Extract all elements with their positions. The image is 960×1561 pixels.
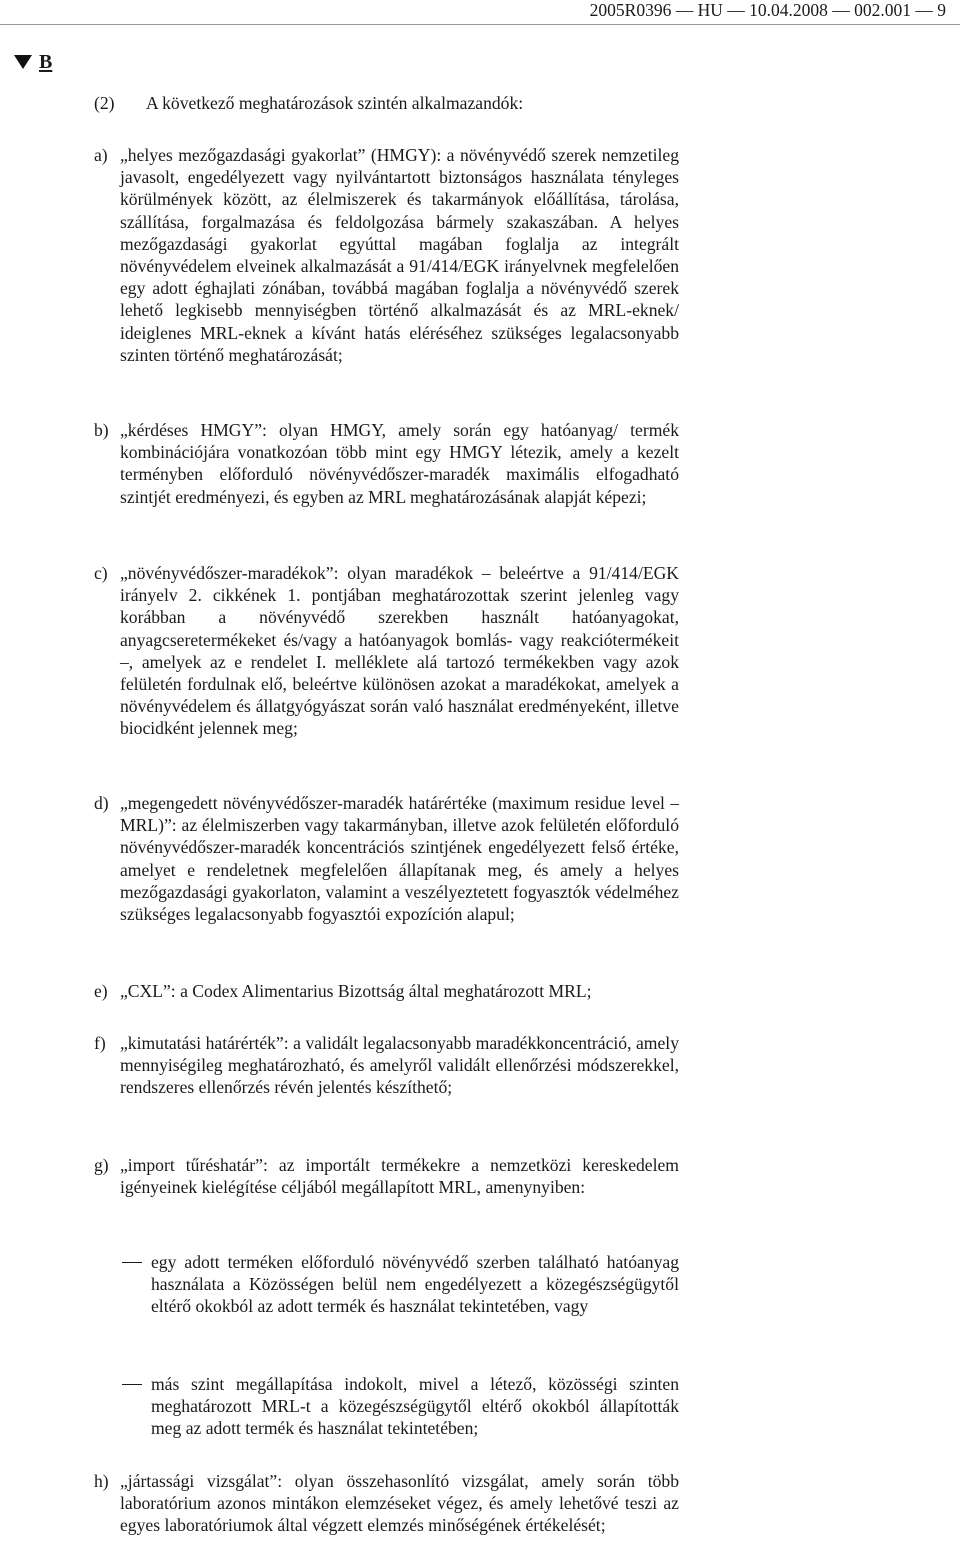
item-text: „kérdéses HMGY”: olyan HMGY, amely során egy hatóanyag/ termék kombinációjára vonatkozóan több mint egy HMGY létezik, amely a kezelt terményben előforduló növényvédőszer-maradék maximális elfogadható szintjét eredményezi, és egyben az MRL meghatározásának alapját képezi;	[120, 420, 679, 507]
item-label: h)	[94, 1471, 109, 1491]
definition-item-c	[94, 562, 679, 740]
item-label: b)	[94, 420, 109, 440]
definition-item-g	[94, 1154, 679, 1198]
definition-item-f	[94, 1032, 679, 1099]
marker-letter: B	[39, 51, 53, 73]
subitem-text: egy adott terméken előforduló növényvédő szerben található hatóanyag használata a Közösségen belül nem engedélyezett a közegészségügytől eltérő okokból az adott termék és használat tekintetében, vagy	[151, 1252, 679, 1317]
item-label: a)	[94, 145, 108, 165]
definition-item-a	[94, 144, 679, 366]
dash-subitem-1	[120, 1251, 679, 1318]
item-label: d)	[94, 793, 109, 813]
item-text: „jártassági vizsgálat”: olyan összehasonlító vizsgálat, amely során több laboratórium azonos mintákon elemzéseket végez, és amely lehetővé teszi az egyes laboratóriumok által végzett elemzés minőségének értékelését;	[120, 1471, 679, 1536]
dash-subitem-2	[120, 1373, 679, 1440]
definition-item-h	[94, 1470, 679, 1537]
paragraph-intro-text: A következő meghatározások szintén alkalmazandók:	[146, 93, 524, 113]
item-label: g)	[94, 1155, 109, 1175]
item-label: e)	[94, 981, 108, 1001]
item-text: „import tűréshatár”: az importált termékekre a nemzetközi kereskedelem igényeinek kielégítése céljából megállapított MRL, amenynyiben:	[120, 1155, 679, 1198]
subitem-text: más szint megállapítása indokolt, mivel a létező, közösségi szinten meghatározott MRL-t a közegészségügytől eltérő okokból állapították meg az adott termék és használat tekintetében;	[151, 1374, 679, 1439]
dash-bullet-icon	[122, 1262, 142, 1263]
triangle-down-icon	[14, 55, 32, 69]
definition-item-d	[94, 792, 679, 925]
amendment-marker	[14, 50, 52, 74]
item-text: „CXL”: a Codex Alimentarius Bizottság által meghatározott MRL;	[120, 981, 592, 1001]
header-divider	[0, 24, 960, 25]
definition-item-e	[94, 980, 679, 1002]
item-label: c)	[94, 563, 108, 583]
item-text: „helyes mezőgazdasági gyakorlat” (HMGY): a növényvédő szerek nemzetileg javasolt, engedélyezett vagy nyilvántartott biztonságos használata tényleges körülmények között, az élelmiszerek és takarmányok előállítása, tárolása, szállítása, forgalmazása és feldolgozása bármely szakaszában. A helyes mezőgazdasági gyakorlat egyúttal magában foglalja az integrált növényvédelem elveinek alkalmazását a 91/414/EGK irányelvnek megfelelően egy adott éghajlati zónában, továbbá magában foglalja a növényvédő szerek lehető legkisebb mennyiségben történő alkalmazását és az MRL-eknek/ ideiglenes MRL-eknek a kívánt hatás eléréséhez szükséges legalacsonyabb szinten történő meghatározását;	[120, 145, 679, 365]
dash-bullet-icon	[122, 1384, 142, 1385]
running-head: 2005R0396 — HU — 10.04.2008 — 002.001 — 9	[589, 0, 946, 20]
page-header	[0, 0, 960, 20]
item-text: „kimutatási határérték”: a validált legalacsonyabb maradékkoncentráció, amely mennyiségileg meghatározható, és amelyről validált ellenőrzési módszerekkel, rendszeres ellenőrzés révén jelentés készíthető;	[120, 1033, 679, 1098]
item-label: f)	[94, 1033, 106, 1053]
item-text: „megengedett növényvédőszer-maradék határértéke (maximum residue level – MRL)”: az élelmiszerben vagy takarmányban, illetve azok felületén előforduló növényvédőszer-maradék koncentrációs szintjének engedélyezett felső értéke, amelyet e rendeletnek megfelelően állapítanak meg, és amely a helyes mezőgazdasági gyakorlaton, valamint a veszélyeztetett fogyasztók védelméhez szükséges legalacsonyabb fogyasztói expozíción alapul;	[120, 793, 679, 925]
paragraph-intro	[94, 92, 523, 114]
item-text: „növényvédőszer-maradékok”: olyan maradékok – beleértve a 91/414/EGK irányelv 2. cikkének 1. pontjában meghatározottak szerint jelenleg vagy korábban a növényvédő szerekben használt hatóanyagokat, anyagcseretermékeket és/vagy a hatóanyagok bomlás- vagy reakciótermékeit –, amelyek az e rendelet I. melléklete alá tartozó termékekben vagy azok felületén fordulnak elő, beleértve különösen azokat a maradékokat, amelyek a növényvédelem és állatgyógyászat során való használat eredményeként, illetve biocidként jelennek meg;	[120, 563, 679, 739]
definition-item-b	[94, 419, 679, 508]
paragraph-number: (2)	[94, 93, 115, 113]
